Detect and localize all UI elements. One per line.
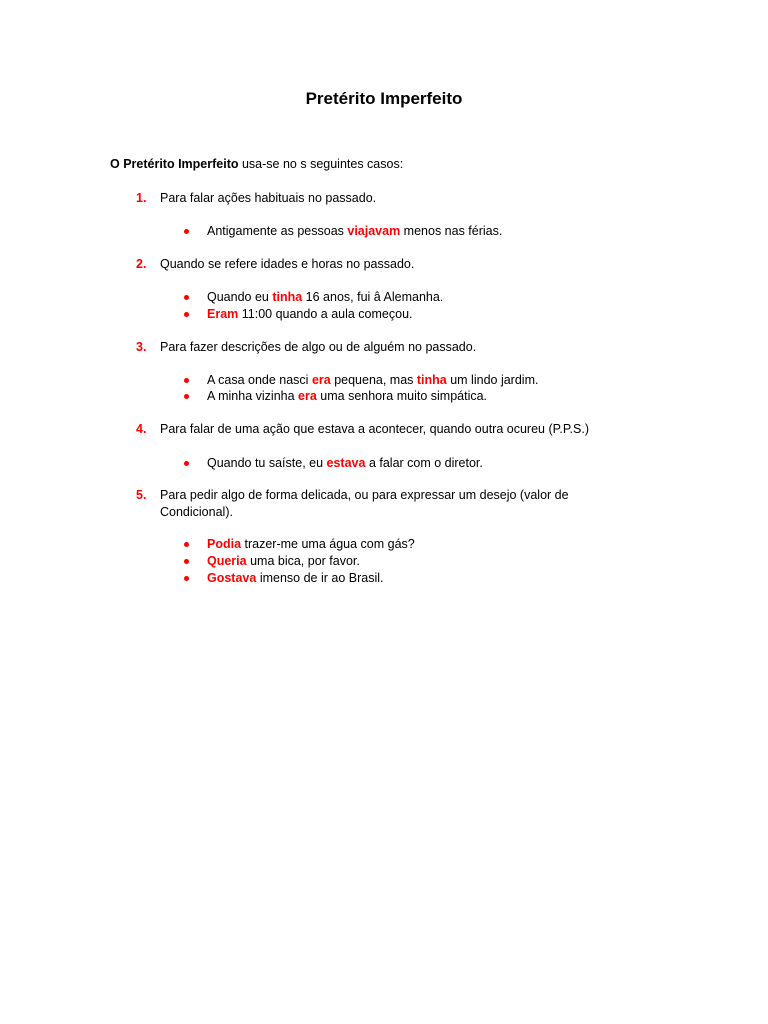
example-text bbox=[207, 289, 443, 306]
bullet-icon bbox=[184, 229, 189, 234]
bullet-icon bbox=[184, 312, 189, 317]
example-before: Antigamente as pessoas bbox=[207, 224, 348, 238]
intro-rest-text: usa-se no s seguintes casos: bbox=[238, 157, 404, 171]
highlighted-verb: Eram bbox=[207, 307, 239, 321]
highlighted-verb: tinha bbox=[272, 290, 303, 304]
example-after: um lindo jardim. bbox=[446, 373, 539, 387]
bullet-icon bbox=[184, 461, 189, 466]
highlighted-verb: Gostava bbox=[207, 571, 257, 585]
item-text: Para pedir algo de forma delicada, ou para expressar um desejo (valor de Condicional). bbox=[160, 488, 569, 519]
example-after: imenso de ir ao Brasil. bbox=[256, 571, 384, 585]
highlighted-verb: viajavam bbox=[347, 224, 401, 238]
item-text: Para falar de uma ação que estava a acontecer, quando outra ocureu (P.P.S.) bbox=[160, 422, 589, 436]
highlighted-verb: era bbox=[298, 389, 317, 403]
bullet-icon bbox=[184, 576, 189, 581]
highlighted-verb: Queria bbox=[207, 554, 247, 568]
item-text: Para falar ações habituais no passado. bbox=[160, 191, 377, 205]
example-text bbox=[207, 223, 502, 240]
item-number: 5. bbox=[136, 488, 147, 502]
item-number: 2. bbox=[136, 257, 147, 271]
example-after: 16 anos, fui â Alemanha. bbox=[302, 290, 444, 304]
example-after: uma senhora muito simpática. bbox=[316, 389, 488, 403]
example-before: A minha vizinha bbox=[207, 389, 299, 403]
example-before: Quando eu bbox=[207, 290, 273, 304]
bullet-icon bbox=[184, 295, 189, 300]
example-text bbox=[207, 388, 487, 405]
example-text bbox=[207, 455, 483, 472]
item-number: 1. bbox=[136, 191, 147, 205]
example-before: A casa onde nasci bbox=[207, 373, 312, 387]
example-text bbox=[207, 306, 413, 323]
highlighted-verb: era bbox=[311, 373, 331, 387]
item-text: Quando se refere idades e horas no passado. bbox=[160, 257, 415, 271]
item-number: 4. bbox=[136, 422, 147, 436]
bullet-icon bbox=[184, 394, 189, 399]
bullet-icon bbox=[184, 559, 189, 564]
bullet-icon bbox=[184, 378, 189, 383]
example-after: menos nas férias. bbox=[400, 224, 503, 238]
example-text bbox=[207, 570, 383, 587]
example-after: 11:00 quando a aula começou. bbox=[238, 307, 413, 321]
example-after: trazer-me uma água com gás? bbox=[241, 537, 415, 551]
example-before: Quando tu saíste, eu bbox=[207, 456, 327, 470]
intro-bold-text: O Pretérito Imperfeito bbox=[110, 157, 239, 171]
bullet-icon bbox=[184, 542, 189, 547]
example-text bbox=[207, 553, 360, 570]
item-text: Para fazer descrições de algo ou de alguém no passado. bbox=[160, 340, 477, 354]
example-after: a falar com o diretor. bbox=[365, 456, 483, 470]
example-middle: pequena, mas bbox=[330, 373, 417, 387]
example-after: uma bica, por favor. bbox=[246, 554, 360, 568]
intro-line bbox=[110, 156, 403, 173]
item-number: 3. bbox=[136, 340, 147, 354]
page-title: Pretérito Imperfeito bbox=[305, 89, 463, 108]
highlighted-verb: Podia bbox=[207, 537, 242, 551]
highlighted-verb: tinha bbox=[416, 373, 447, 387]
example-text bbox=[207, 372, 538, 389]
example-text bbox=[207, 536, 415, 553]
highlighted-verb: estava bbox=[326, 456, 366, 470]
